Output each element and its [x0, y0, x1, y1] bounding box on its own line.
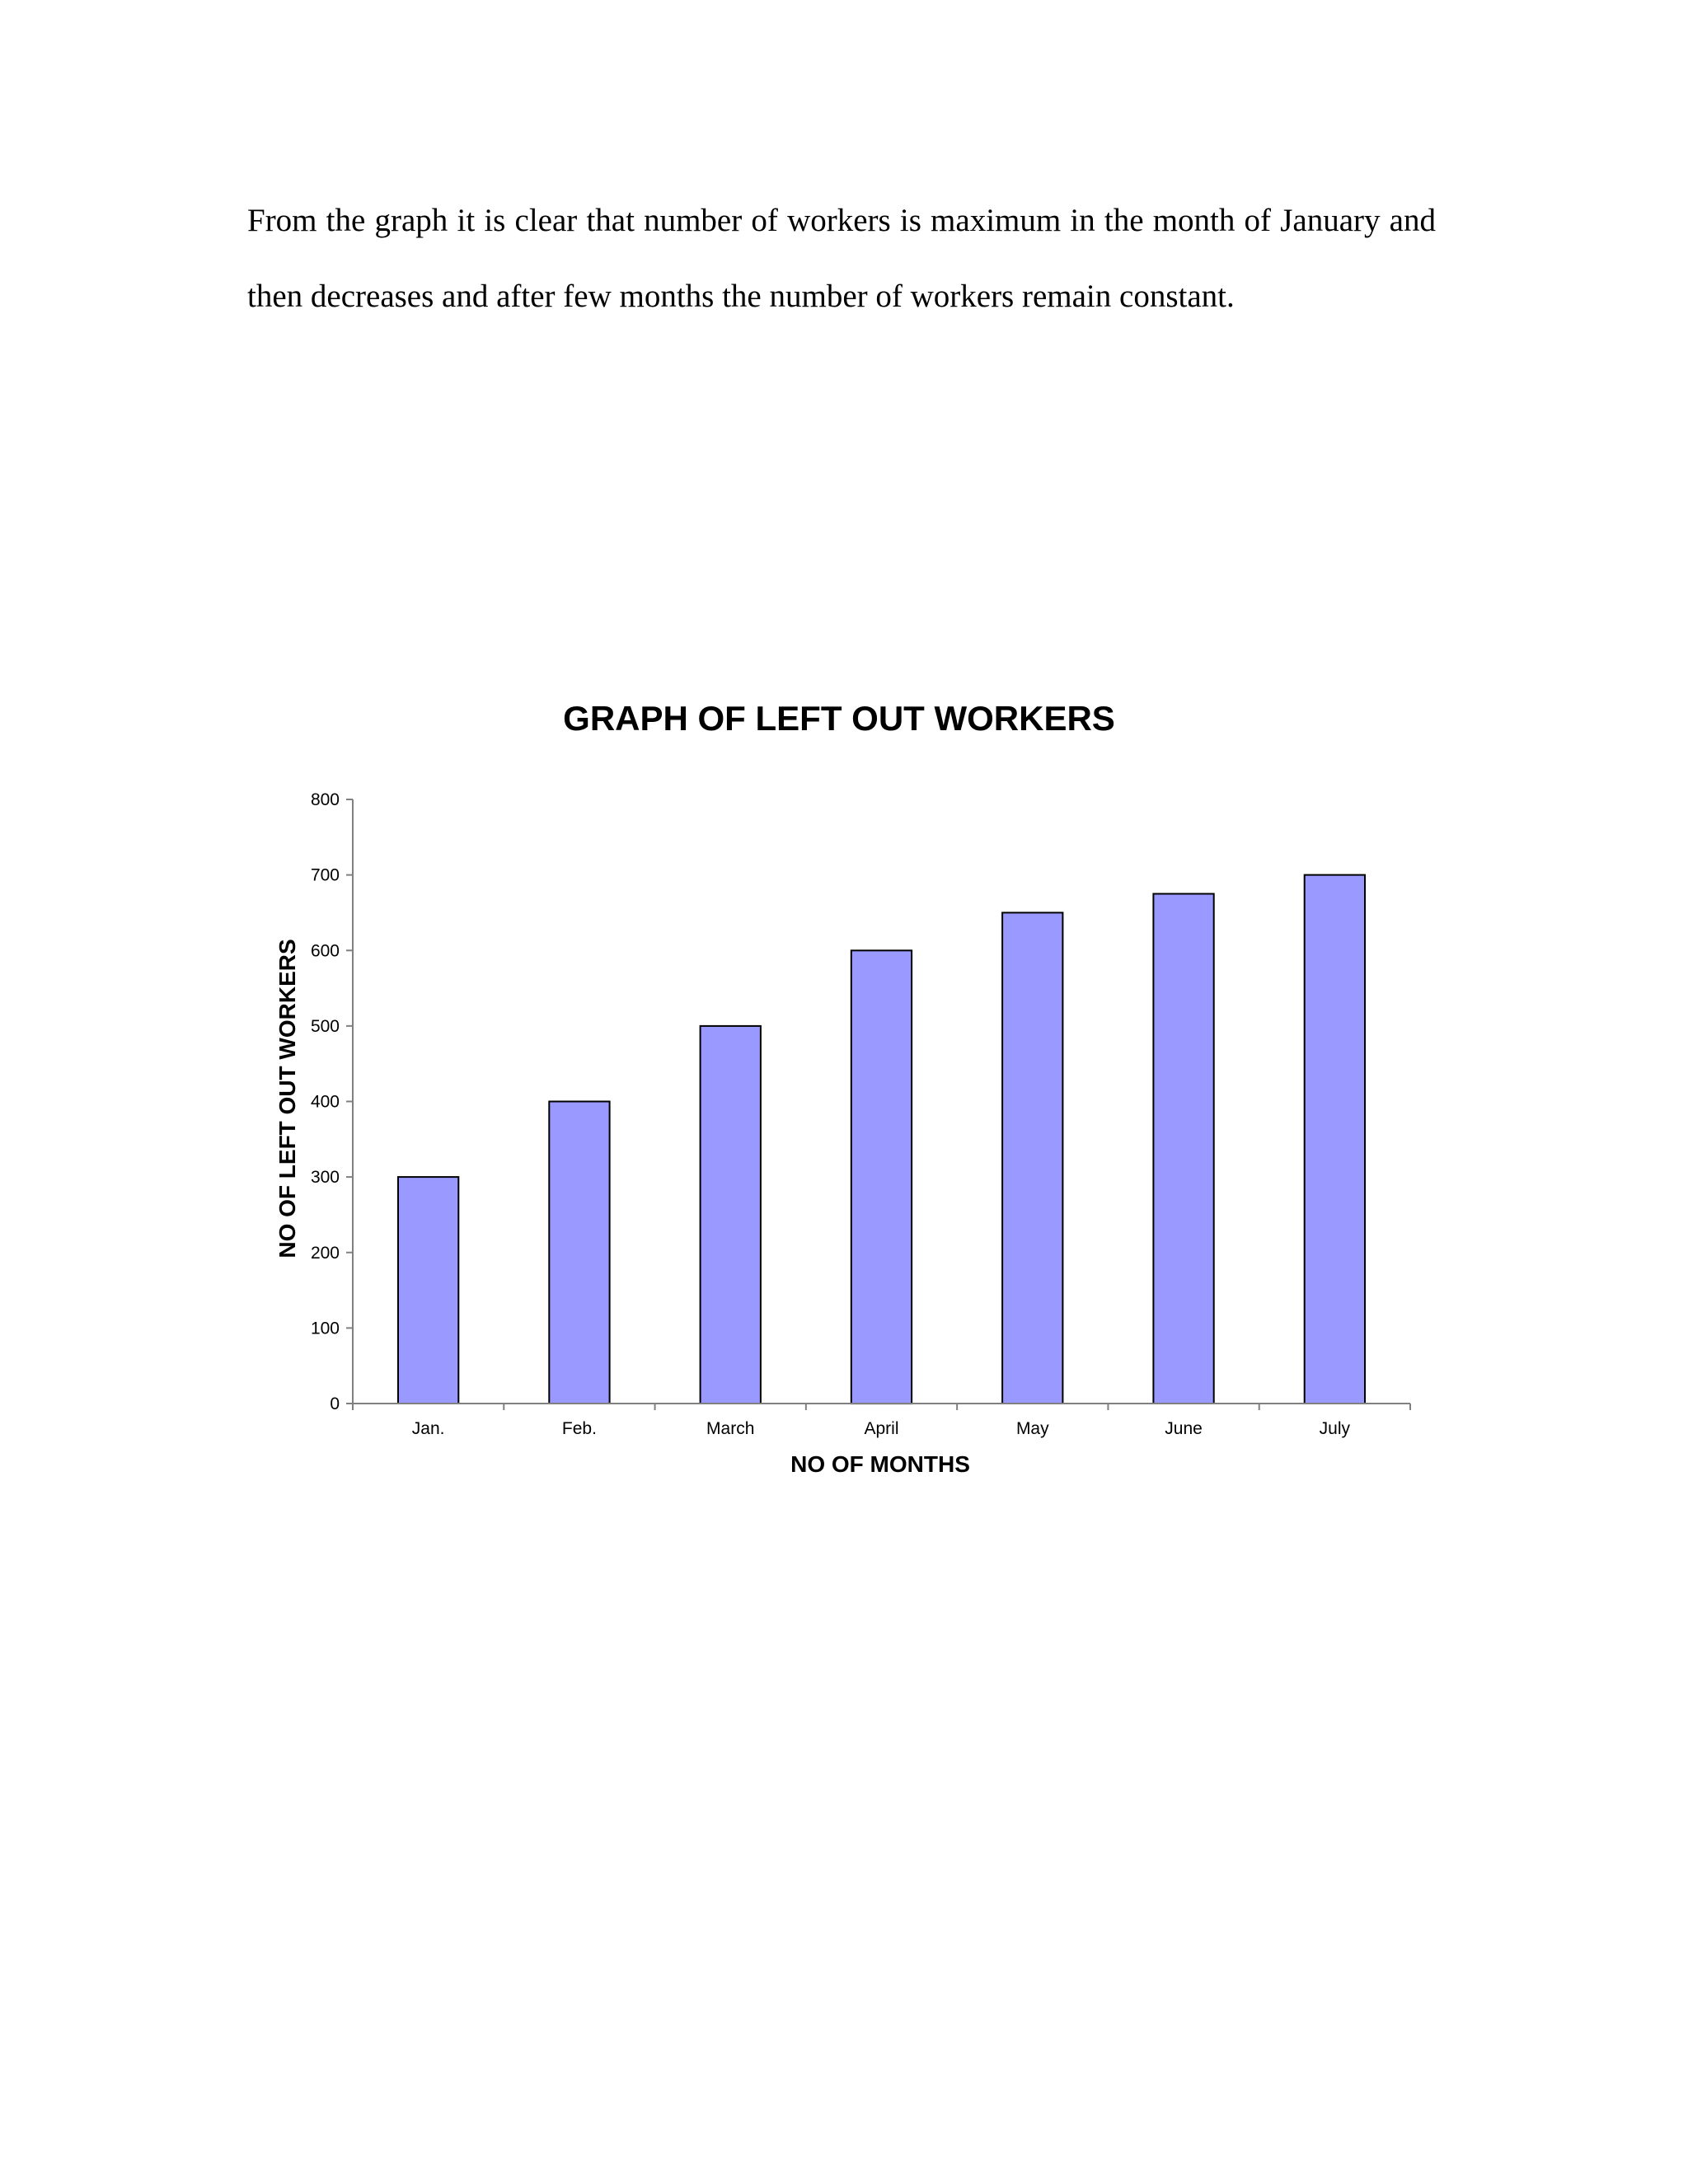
bar-0 [398, 1177, 458, 1404]
bars-layer [398, 875, 1365, 1404]
y-axis-label: NO OF LEFT OUT WORKERS [274, 939, 300, 1258]
x-tick-label-1: Feb. [561, 1419, 597, 1438]
bar-3 [851, 950, 912, 1404]
y-tick-label-5: 500 [310, 1016, 340, 1036]
bar-6 [1305, 875, 1365, 1404]
x-tick-label-4: May [1015, 1419, 1049, 1438]
y-tick-label-0: 0 [330, 1394, 340, 1413]
x-tick-label-3: April [864, 1419, 899, 1438]
y-tick-label-4: 400 [310, 1092, 340, 1112]
x-axis-label: NO OF MONTHS [790, 1451, 970, 1477]
body-paragraph: From the graph it is clear that number of workers is maximum in the month of January and then decreases and after few months the number of workers remain constant. [247, 203, 1436, 314]
x-tick-label-0: Jan. [411, 1419, 445, 1438]
x-tick-label-5: June [1165, 1419, 1203, 1438]
bar-4 [1002, 912, 1062, 1404]
x-tick-label-6: July [1319, 1419, 1351, 1438]
bar-2 [701, 1026, 761, 1404]
y-tick-label-3: 300 [310, 1168, 340, 1188]
chart-title: GRAPH OF LEFT OUT WORKERS [563, 699, 1115, 738]
y-tick-label-7: 700 [310, 865, 340, 885]
y-tick-label-1: 100 [310, 1319, 340, 1338]
x-tick-label-2: March [706, 1419, 755, 1438]
y-tick-label-6: 600 [310, 941, 340, 961]
bar-5 [1153, 894, 1213, 1404]
y-tick-label-8: 800 [310, 790, 340, 809]
bar-1 [549, 1102, 609, 1404]
y-tick-label-2: 200 [310, 1243, 340, 1263]
